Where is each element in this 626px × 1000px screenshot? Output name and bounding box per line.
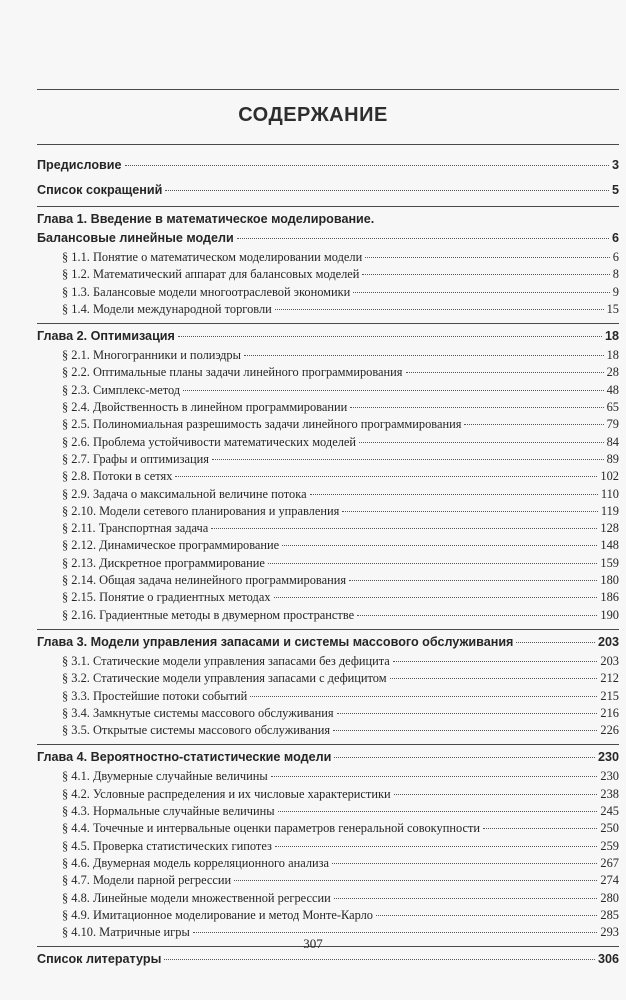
dot-leader [334,757,595,758]
toc-entry-page: 306 [597,952,619,967]
toc-entry-title: § 2.4. Двойственность в линейном программировании [62,400,348,415]
dot-leader [349,580,597,581]
toc-chapter [37,635,619,654]
toc-entry-title: § 1.2. Математический аппарат для балансовых моделей [62,267,360,282]
dot-leader [365,257,610,258]
toc-entry-page: 180 [600,573,619,588]
dot-leader [516,642,595,643]
toc-entry-title: § 4.4. Точечные и интервальные оценки параметров генеральной совокупности [62,821,481,836]
toc-entry-page: 148 [600,538,619,553]
toc-section [37,821,619,838]
dot-leader [390,678,598,679]
toc-entry-page: 6 [612,250,619,264]
dot-leader [268,563,597,564]
dot-leader [164,959,595,960]
toc-entry-title: § 2.16. Градиентные методы в двумерном пространстве [62,607,355,622]
toc-entry-page: 203 [597,634,619,649]
dot-leader [178,336,602,337]
dot-leader [333,730,597,731]
toc-entry-title: Список сокращений [37,183,163,197]
dot-leader [211,528,597,529]
toc-entry-title: § 4.6. Двумерная модель корреляционного анализа [62,855,330,870]
toc-section [37,804,619,821]
toc-entry-page: 226 [600,723,619,738]
toc-entry-title: § 2.11. Транспортная задача [62,521,209,536]
dot-leader [353,292,610,293]
toc-entry-page: 230 [597,750,619,765]
toc-entry-title: § 4.9. Имитационное моделирование и метод Монте-Карло [62,907,374,922]
toc-section [37,365,619,382]
toc-entry-page: 128 [600,521,619,536]
toc-section [37,573,619,590]
dot-leader [125,165,609,166]
toc-entry-page: 5 [611,183,619,197]
toc-preface [37,158,619,177]
toc-entry-title: § 2.9. Задача о максимальной величине потока [62,486,307,501]
toc-entry-title: § 2.7. Графы и оптимизация [62,451,209,466]
toc-entry-page: 238 [600,786,619,801]
toc-section [37,487,619,504]
dot-leader [193,932,598,933]
dot-leader [278,811,598,812]
toc-chapter [37,750,619,769]
dot-leader [406,372,604,373]
toc-entry-title: § 2.2. Оптимальные планы задачи линейного программирования [62,365,403,380]
toc-section [37,671,619,688]
toc-entry-page: 102 [600,469,619,484]
dot-leader [274,597,598,598]
toc-entry-title: § 1.1. Понятие о математическом моделировании модели [62,250,363,264]
toc-section [37,302,619,319]
dot-leader [282,545,597,546]
toc-entry-page: 8 [612,267,619,282]
toc-section [37,723,619,740]
toc-section [37,891,619,908]
chapter-title-line: Глава 1. Введение в математическое моделирование. [37,212,375,226]
toc-section [37,504,619,521]
toc-entry-title: § 2.12. Динамическое программирование [62,538,280,553]
toc-entry-page: 79 [606,417,619,432]
toc-section [37,590,619,607]
toc-abbreviations [37,183,619,202]
section-divider [37,206,619,207]
toc-entry-page: 190 [600,607,619,622]
toc-entry-page: 3 [611,158,619,172]
toc-entry-title: § 1.3. Балансовые модели многоотраслевой экономики [62,284,351,299]
toc-entry-title: § 2.5. Полиномиальная разрешимость задачи линейного программирования [62,417,462,432]
toc-entry-page: 274 [600,873,619,888]
toc-entry-page: 15 [606,301,619,316]
toc-entry-page: 230 [600,769,619,784]
toc-section [37,706,619,723]
toc-section [37,608,619,625]
toc-entry-page: 84 [606,434,619,449]
toc-section [37,839,619,856]
title-rule [37,144,619,145]
toc-entry-title: Глава 2. Оптимизация [37,329,175,344]
toc-entry-title: Глава 3. Модели управления запасами и системы массового обслуживания [37,634,514,649]
toc-entry-title: Список литературы [37,952,162,967]
toc-entry-title: § 4.2. Условные распределения и их числовые характеристики [62,786,391,801]
dot-leader [332,863,597,864]
dot-leader [212,459,604,460]
toc-entry-title: § 3.1. Статические модели управления запасами без дефицита [62,653,390,668]
toc-section [37,856,619,873]
toc-entry-title: Балансовые линейные модели [37,231,234,245]
toc-chapter [37,231,619,250]
dot-leader [165,190,609,191]
toc-entry-title: § 2.14. Общая задача нелинейного программирования [62,573,347,588]
toc-chapter [37,329,619,348]
dot-leader [362,274,609,275]
dot-leader [376,915,597,916]
toc-entry-page: 215 [600,688,619,703]
toc-entry-page: 203 [600,653,619,668]
toc-entry-page: 48 [606,382,619,397]
toc-entry-page: 18 [604,329,619,344]
section-divider [37,323,619,324]
toc-section [37,538,619,555]
toc-entry-title: § 3.2. Статические модели управления запасами с дефицитом [62,671,387,686]
toc-entry-title: § 2.6. Проблема устойчивости математических моделей [62,434,357,449]
top-rule [37,89,619,90]
toc-section [37,417,619,434]
dot-leader [350,407,603,408]
toc-entry-page: 293 [600,925,619,940]
toc-entry-title: § 4.3. Нормальные случайные величины [62,804,275,819]
dot-leader [275,846,598,847]
dot-leader [483,828,597,829]
toc-section [37,250,619,267]
toc-entry-page: 6 [611,231,619,245]
dot-leader [342,511,598,512]
toc-entry-title: § 3.5. Открытые системы массового обслуживания [62,723,331,738]
section-divider [37,744,619,745]
toc-entry-page: 65 [606,400,619,415]
dot-leader [183,390,604,391]
toc-section [37,787,619,804]
toc-section [37,348,619,365]
toc-entry-page: 89 [606,451,619,466]
toc-entry-page: 159 [600,555,619,570]
toc-entry-title: § 4.8. Линейные модели множественной регрессии [62,890,331,905]
dot-leader [394,794,598,795]
dot-leader [275,309,604,310]
toc-entry-title: § 2.13. Дискретное программирование [62,555,265,570]
toc-section [37,908,619,925]
toc-section [37,383,619,400]
toc-entry-title: § 2.15. Понятие о градиентных методах [62,590,271,605]
toc-section [37,689,619,706]
dot-leader [175,476,597,477]
toc-entry-title: § 2.8. Потоки в сетях [62,469,173,484]
dot-leader [393,661,598,662]
dot-leader [244,355,604,356]
dot-leader [357,615,597,616]
toc-entry-title: § 4.10. Матричные игры [62,925,190,940]
toc-entry-page: 250 [600,821,619,836]
toc-entry-page: 285 [600,907,619,922]
toc-entry-title: Предисловие [37,158,122,172]
dot-leader [337,713,598,714]
toc-entry-title: § 4.7. Модели парной регрессии [62,873,232,888]
toc-section [37,873,619,890]
dot-leader [310,494,598,495]
toc-entry-page: 18 [606,348,619,363]
toc-entry-title: § 3.4. Замкнутые системы массового обслуживания [62,705,334,720]
toc-entry-page: 186 [600,590,619,605]
toc-section [37,556,619,573]
toc-section [37,452,619,469]
toc-section [37,469,619,486]
section-divider [37,629,619,630]
toc-entry-page: 259 [600,838,619,853]
toc-entry-page: 216 [600,705,619,720]
toc-section [37,435,619,452]
toc-bibliography [37,952,619,971]
toc-entry-page: 245 [600,804,619,819]
toc-section [37,654,619,671]
toc-entry-title: § 3.3. Простейшие потоки событий [62,688,248,703]
toc-entry-page: 267 [600,855,619,870]
toc-section [37,521,619,538]
toc-entry-page: 9 [612,284,619,299]
toc-entry-page: 119 [600,503,619,518]
page-title: СОДЕРЖАНИЕ [238,104,388,126]
toc-entry-title: § 4.1. Двумерные случайные величины [62,769,268,784]
toc-entry-page: 212 [600,671,619,686]
toc-entry-page: 28 [606,365,619,380]
dot-leader [271,776,598,777]
toc-section [37,285,619,302]
toc-section [37,769,619,786]
toc-entry-title: § 2.3. Симплекс-метод [62,382,181,397]
dot-leader [234,880,597,881]
toc-entry-title: § 4.5. Проверка статистических гипотез [62,838,272,853]
table-of-contents [37,158,619,971]
chapter-list [37,212,619,947]
toc-entry-title: § 1.4. Модели международной торговли [62,301,272,316]
toc-entry-title: § 2.1. Многогранники и полиэдры [62,348,241,363]
toc-entry-title: § 2.10. Модели сетевого планирования и управления [62,503,340,518]
dot-leader [334,898,598,899]
toc-entry-page: 110 [600,486,619,501]
toc-section [37,267,619,284]
dot-leader [359,442,604,443]
toc-entry-page: 280 [600,890,619,905]
dot-leader [237,238,609,239]
toc-section [37,400,619,417]
dot-leader [250,696,597,697]
dot-leader [464,424,603,425]
toc-entry-title: Глава 4. Вероятностно-статистические модели [37,750,332,765]
page-number: 307 [303,936,323,951]
